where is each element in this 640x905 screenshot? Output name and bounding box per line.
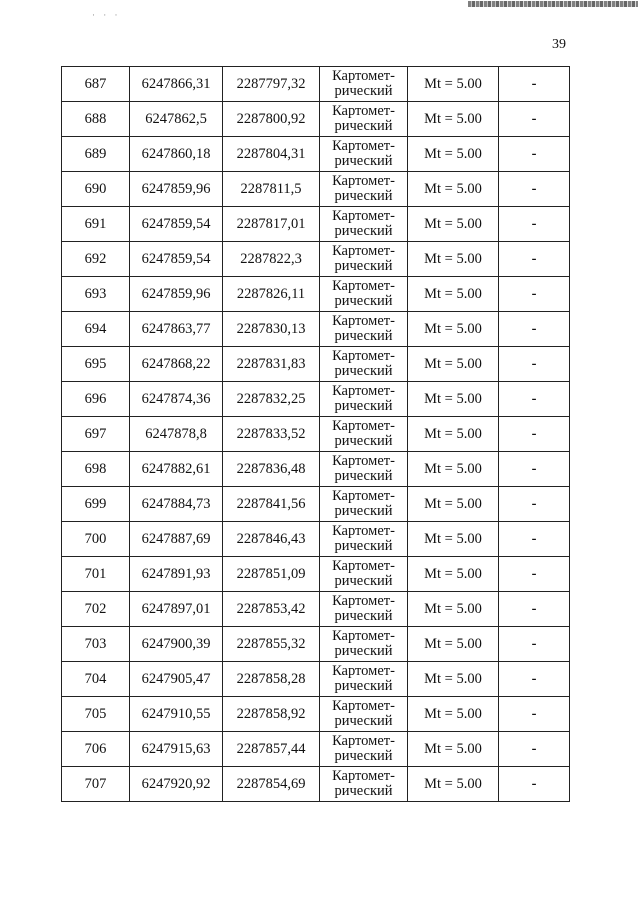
note-cell: - xyxy=(499,242,570,277)
coordinates-table xyxy=(61,66,570,802)
accuracy-cell: Mt = 5.00 xyxy=(408,592,499,627)
table-row xyxy=(62,347,570,382)
y-coordinate-cell: 2287800,92 xyxy=(223,102,320,137)
note-cell: - xyxy=(499,627,570,662)
x-coordinate-cell: 6247897,01 xyxy=(130,592,223,627)
table-row xyxy=(62,102,570,137)
method-text-line2: рический xyxy=(334,748,393,764)
method-text-line1: Картомет- xyxy=(332,137,395,154)
note-cell: - xyxy=(499,347,570,382)
scan-corner-marks: · · · xyxy=(92,10,121,20)
y-coordinate-cell: 2287836,48 xyxy=(223,452,320,487)
note-cell: - xyxy=(499,662,570,697)
accuracy-cell: Mt = 5.00 xyxy=(408,522,499,557)
accuracy-cell: Mt = 5.00 xyxy=(408,662,499,697)
method-cell xyxy=(320,172,408,207)
x-coordinate-cell: 6247862,5 xyxy=(130,102,223,137)
note-cell: - xyxy=(499,697,570,732)
x-coordinate-cell: 6247863,77 xyxy=(130,312,223,347)
method-text-line2: рический xyxy=(334,503,393,519)
method-cell xyxy=(320,312,408,347)
accuracy-cell: Mt = 5.00 xyxy=(408,67,499,102)
x-coordinate-cell: 6247878,8 xyxy=(130,417,223,452)
method-cell xyxy=(320,277,408,312)
method-text-line2: рический xyxy=(334,188,393,204)
method-text-line2: рический xyxy=(334,643,393,659)
method-cell xyxy=(320,137,408,172)
method-text-line1: Картомет- xyxy=(332,627,395,644)
method-text-line1: Картомет- xyxy=(332,67,395,84)
table-row xyxy=(62,382,570,417)
method-cell xyxy=(320,662,408,697)
y-coordinate-cell: 2287858,28 xyxy=(223,662,320,697)
method-text-line2: рический xyxy=(334,468,393,484)
accuracy-cell: Mt = 5.00 xyxy=(408,347,499,382)
y-coordinate-cell: 2287817,01 xyxy=(223,207,320,242)
accuracy-cell: Mt = 5.00 xyxy=(408,207,499,242)
note-cell: - xyxy=(499,137,570,172)
x-coordinate-cell: 6247874,36 xyxy=(130,382,223,417)
y-coordinate-cell: 2287826,11 xyxy=(223,277,320,312)
y-coordinate-cell: 2287858,92 xyxy=(223,697,320,732)
method-cell xyxy=(320,207,408,242)
accuracy-cell: Mt = 5.00 xyxy=(408,312,499,347)
method-text-line2: рический xyxy=(334,153,393,169)
table-row xyxy=(62,137,570,172)
note-cell: - xyxy=(499,487,570,522)
method-text-line1: Картомет- xyxy=(332,382,395,399)
accuracy-cell: Mt = 5.00 xyxy=(408,697,499,732)
point-number-cell: 690 xyxy=(62,172,130,207)
method-text-line2: рический xyxy=(334,398,393,414)
point-number-cell: 692 xyxy=(62,242,130,277)
point-number-cell: 702 xyxy=(62,592,130,627)
scan-artifact-mark xyxy=(468,1,638,7)
point-number-cell: 691 xyxy=(62,207,130,242)
method-cell xyxy=(320,67,408,102)
accuracy-cell: Mt = 5.00 xyxy=(408,557,499,592)
method-text-line1: Картомет- xyxy=(332,592,395,609)
y-coordinate-cell: 2287853,42 xyxy=(223,592,320,627)
note-cell: - xyxy=(499,592,570,627)
x-coordinate-cell: 6247887,69 xyxy=(130,522,223,557)
table-row xyxy=(62,452,570,487)
accuracy-cell: Mt = 5.00 xyxy=(408,767,499,802)
note-cell: - xyxy=(499,312,570,347)
method-text-line2: рический xyxy=(334,433,393,449)
point-number-cell: 707 xyxy=(62,767,130,802)
method-text-line2: рический xyxy=(334,328,393,344)
method-text-line1: Картомет- xyxy=(332,732,395,749)
y-coordinate-cell: 2287854,69 xyxy=(223,767,320,802)
method-text-line2: рический xyxy=(334,363,393,379)
accuracy-cell: Mt = 5.00 xyxy=(408,732,499,767)
y-coordinate-cell: 2287851,09 xyxy=(223,557,320,592)
method-text-line1: Картомет- xyxy=(332,102,395,119)
method-cell xyxy=(320,522,408,557)
method-text-line2: рический xyxy=(334,118,393,134)
table-row xyxy=(62,662,570,697)
method-text-line2: рический xyxy=(334,713,393,729)
y-coordinate-cell: 2287833,52 xyxy=(223,417,320,452)
point-number-cell: 701 xyxy=(62,557,130,592)
point-number-cell: 695 xyxy=(62,347,130,382)
method-text-line1: Картомет- xyxy=(332,697,395,714)
y-coordinate-cell: 2287855,32 xyxy=(223,627,320,662)
accuracy-cell: Mt = 5.00 xyxy=(408,137,499,172)
method-cell xyxy=(320,382,408,417)
point-number-cell: 699 xyxy=(62,487,130,522)
x-coordinate-cell: 6247859,96 xyxy=(130,172,223,207)
method-cell xyxy=(320,697,408,732)
point-number-cell: 705 xyxy=(62,697,130,732)
method-cell xyxy=(320,452,408,487)
method-text-line2: рический xyxy=(334,83,393,99)
x-coordinate-cell: 6247920,92 xyxy=(130,767,223,802)
note-cell: - xyxy=(499,452,570,487)
table-row xyxy=(62,312,570,347)
table-row xyxy=(62,417,570,452)
accuracy-cell: Mt = 5.00 xyxy=(408,172,499,207)
y-coordinate-cell: 2287797,32 xyxy=(223,67,320,102)
method-cell xyxy=(320,767,408,802)
y-coordinate-cell: 2287846,43 xyxy=(223,522,320,557)
method-text-line2: рический xyxy=(334,258,393,274)
table-row xyxy=(62,207,570,242)
note-cell: - xyxy=(499,767,570,802)
point-number-cell: 698 xyxy=(62,452,130,487)
method-cell xyxy=(320,592,408,627)
y-coordinate-cell: 2287857,44 xyxy=(223,732,320,767)
method-text-line2: рический xyxy=(334,293,393,309)
point-number-cell: 704 xyxy=(62,662,130,697)
point-number-cell: 706 xyxy=(62,732,130,767)
method-text-line1: Картомет- xyxy=(332,487,395,504)
y-coordinate-cell: 2287832,25 xyxy=(223,382,320,417)
table-row xyxy=(62,627,570,662)
table-row xyxy=(62,242,570,277)
method-cell xyxy=(320,557,408,592)
point-number-cell: 694 xyxy=(62,312,130,347)
method-text-line1: Картомет- xyxy=(332,207,395,224)
x-coordinate-cell: 6247915,63 xyxy=(130,732,223,767)
note-cell: - xyxy=(499,382,570,417)
method-text-line1: Картомет- xyxy=(332,522,395,539)
note-cell: - xyxy=(499,207,570,242)
method-text-line2: рический xyxy=(334,608,393,624)
table-row xyxy=(62,592,570,627)
x-coordinate-cell: 6247891,93 xyxy=(130,557,223,592)
y-coordinate-cell: 2287830,13 xyxy=(223,312,320,347)
method-text-line1: Картомет- xyxy=(332,662,395,679)
x-coordinate-cell: 6247859,54 xyxy=(130,207,223,242)
table-row xyxy=(62,557,570,592)
note-cell: - xyxy=(499,522,570,557)
accuracy-cell: Mt = 5.00 xyxy=(408,102,499,137)
accuracy-cell: Mt = 5.00 xyxy=(408,277,499,312)
table-row xyxy=(62,172,570,207)
accuracy-cell: Mt = 5.00 xyxy=(408,627,499,662)
method-cell xyxy=(320,627,408,662)
method-cell xyxy=(320,347,408,382)
method-cell xyxy=(320,242,408,277)
table-row xyxy=(62,277,570,312)
point-number-cell: 697 xyxy=(62,417,130,452)
y-coordinate-cell: 2287804,31 xyxy=(223,137,320,172)
method-cell xyxy=(320,487,408,522)
method-cell xyxy=(320,732,408,767)
method-text-line1: Картомет- xyxy=(332,347,395,364)
point-number-cell: 689 xyxy=(62,137,130,172)
x-coordinate-cell: 6247860,18 xyxy=(130,137,223,172)
accuracy-cell: Mt = 5.00 xyxy=(408,452,499,487)
note-cell: - xyxy=(499,67,570,102)
coordinates-table-body xyxy=(62,67,570,802)
note-cell: - xyxy=(499,557,570,592)
method-text-line1: Картомет- xyxy=(332,172,395,189)
y-coordinate-cell: 2287841,56 xyxy=(223,487,320,522)
x-coordinate-cell: 6247910,55 xyxy=(130,697,223,732)
note-cell: - xyxy=(499,417,570,452)
x-coordinate-cell: 6247859,96 xyxy=(130,277,223,312)
table-row xyxy=(62,767,570,802)
x-coordinate-cell: 6247866,31 xyxy=(130,67,223,102)
point-number-cell: 696 xyxy=(62,382,130,417)
page-number: 39 xyxy=(552,37,566,52)
x-coordinate-cell: 6247859,54 xyxy=(130,242,223,277)
x-coordinate-cell: 6247900,39 xyxy=(130,627,223,662)
x-coordinate-cell: 6247882,61 xyxy=(130,452,223,487)
y-coordinate-cell: 2287822,3 xyxy=(223,242,320,277)
y-coordinate-cell: 2287831,83 xyxy=(223,347,320,382)
y-coordinate-cell: 2287811,5 xyxy=(223,172,320,207)
table-row xyxy=(62,67,570,102)
note-cell: - xyxy=(499,172,570,207)
note-cell: - xyxy=(499,277,570,312)
method-text-line2: рический xyxy=(334,538,393,554)
x-coordinate-cell: 6247905,47 xyxy=(130,662,223,697)
table-row xyxy=(62,522,570,557)
method-text-line2: рический xyxy=(334,678,393,694)
note-cell: - xyxy=(499,102,570,137)
table-row xyxy=(62,697,570,732)
accuracy-cell: Mt = 5.00 xyxy=(408,417,499,452)
method-text-line1: Картомет- xyxy=(332,767,395,784)
method-cell xyxy=(320,417,408,452)
accuracy-cell: Mt = 5.00 xyxy=(408,487,499,522)
note-cell: - xyxy=(499,732,570,767)
method-cell xyxy=(320,102,408,137)
method-text-line1: Картомет- xyxy=(332,557,395,574)
method-text-line2: рический xyxy=(334,573,393,589)
accuracy-cell: Mt = 5.00 xyxy=(408,382,499,417)
method-text-line1: Картомет- xyxy=(332,417,395,434)
point-number-cell: 703 xyxy=(62,627,130,662)
method-text-line2: рический xyxy=(334,223,393,239)
accuracy-cell: Mt = 5.00 xyxy=(408,242,499,277)
table-row xyxy=(62,487,570,522)
x-coordinate-cell: 6247884,73 xyxy=(130,487,223,522)
table-row xyxy=(62,732,570,767)
point-number-cell: 700 xyxy=(62,522,130,557)
method-text-line2: рический xyxy=(334,783,393,799)
method-text-line1: Картомет- xyxy=(332,312,395,329)
point-number-cell: 687 xyxy=(62,67,130,102)
method-text-line1: Картомет- xyxy=(332,277,395,294)
point-number-cell: 693 xyxy=(62,277,130,312)
method-text-line1: Картомет- xyxy=(332,452,395,469)
x-coordinate-cell: 6247868,22 xyxy=(130,347,223,382)
point-number-cell: 688 xyxy=(62,102,130,137)
method-text-line1: Картомет- xyxy=(332,242,395,259)
